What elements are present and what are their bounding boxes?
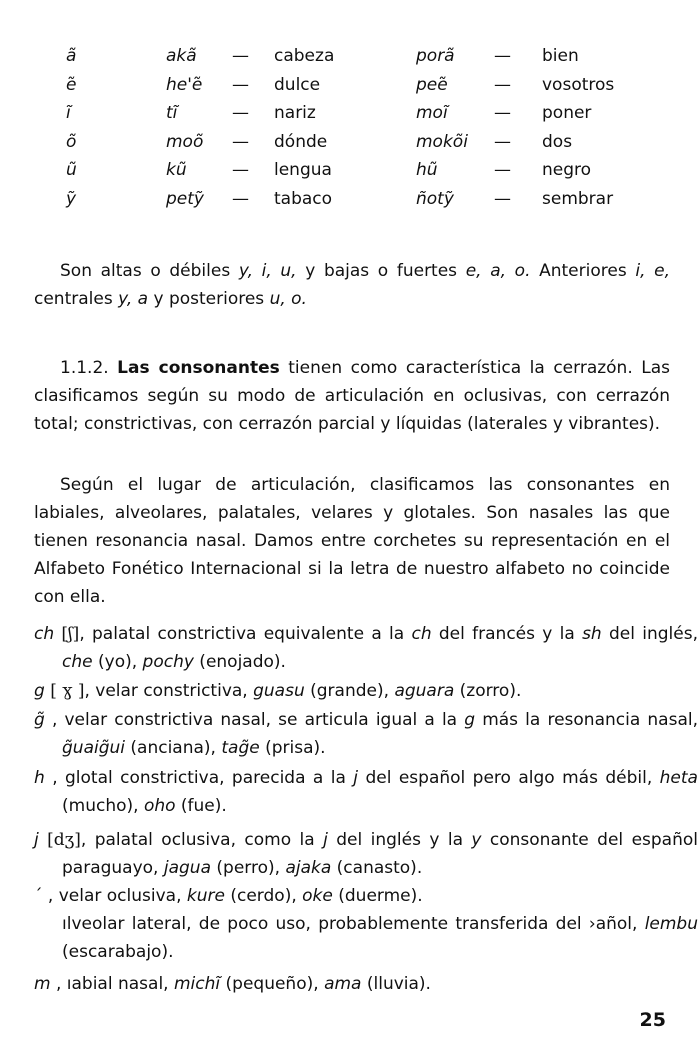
text: del francés y la [431, 624, 583, 644]
dash: — [232, 131, 249, 152]
entry-m [34, 970, 698, 998]
text: ılveolar lateral, de poco uso, probablemente transferida del ›añol, [62, 914, 645, 934]
text: , palatal oclusiva, como la [80, 830, 324, 850]
guarani-word: moĩ [416, 103, 448, 123]
text: (cerdo), [224, 886, 303, 906]
example: guasu [253, 681, 305, 701]
example: j [323, 830, 328, 850]
spanish-meaning: bien [542, 46, 579, 66]
spanish-meaning: nariz [274, 103, 316, 123]
guarani-word: peẽ [416, 74, 448, 95]
spanish-meaning: vosotros [542, 74, 615, 95]
text: (enojado). [193, 652, 286, 672]
example: e, a, o. [465, 261, 531, 281]
text: (pequeño), [220, 974, 325, 994]
entry-g-nasal [34, 706, 698, 762]
spanish-meaning: poner [542, 103, 592, 123]
entry-l [34, 910, 698, 966]
ipa-symbol: [dʒ] [38, 830, 81, 850]
spanish-meaning: cabeza [274, 46, 335, 66]
dash: — [494, 74, 511, 95]
ipa-symbol: [ʃ] [54, 624, 80, 644]
guarani-word: porã [416, 46, 455, 66]
text: del inglés, [601, 624, 698, 644]
entry-g [34, 677, 698, 705]
text: más la resonancia nasal, [475, 710, 698, 730]
consonants-section-paragraph [34, 354, 670, 438]
entry-letter: g̃ [34, 710, 45, 730]
text: , velar oclusiva, [42, 886, 187, 906]
text: , ıabial nasal, [50, 974, 174, 994]
example: oke [302, 886, 333, 906]
text: consonante del español paraguayo, [62, 830, 698, 878]
spanish-meaning: dónde [274, 131, 328, 152]
section-heading: Las consonantes [117, 358, 280, 378]
example: heta [659, 768, 698, 788]
spanish-meaning: sembrar [542, 188, 614, 209]
dash: — [232, 160, 249, 180]
vowel: ỹ [66, 188, 77, 209]
vowel: ẽ [66, 74, 77, 95]
example: aguara [394, 681, 455, 701]
dash: — [232, 46, 249, 66]
text: , glotal constrictiva, parecida a la [44, 768, 354, 788]
spanish-meaning: lengua [274, 160, 332, 180]
example: oho [143, 796, 176, 816]
text: (escarabajo). [62, 942, 174, 962]
example: jagua [163, 858, 211, 878]
spanish-meaning: negro [542, 160, 592, 180]
text: (grande), [304, 681, 395, 701]
example: pochy [142, 652, 194, 672]
guarani-word: mokõi [416, 131, 468, 152]
vowel-classification-paragraph [34, 257, 670, 313]
example: sh [582, 624, 602, 644]
guarani-word: tĩ [166, 103, 178, 123]
articulation-place-paragraph: Según el lugar de articulación, clasificamos las consonantes en labiales, alveolares, palatales, velares y glotales. Son nasales las que tienen resonancia nasal. Damos entre corchetes su representación en el Alfabeto Fonético Internacional si la letra de nuestro alfabeto no coincide con ella. [34, 475, 670, 607]
guarani-word: hũ [416, 160, 438, 180]
entry-letter: m [34, 974, 51, 994]
example: y [471, 830, 482, 850]
dash: — [494, 188, 511, 209]
section-number: 1.1.2. [60, 358, 118, 378]
example: ch [411, 624, 432, 644]
vowel-row [0, 185, 698, 214]
guarani-word: petỹ [166, 188, 204, 209]
example: g̃uaig̃ui [62, 738, 125, 758]
text: (zorro). [454, 681, 522, 701]
text: del inglés y la [327, 830, 472, 850]
vowel: ĩ [66, 103, 71, 123]
text: (prisa). [259, 738, 326, 758]
vowel-row [0, 71, 698, 100]
text: , palatal constrictiva equivalente a la [79, 624, 412, 644]
example: u, o. [269, 289, 307, 309]
text: (mucho), [62, 796, 144, 816]
section-text: tienen como característica la cerrazón. Las clasificamos según su modo de articulación en oclusivas, con cerrazón total; constrictivas, con cerrazón parcial y líquidas (laterales y vibrantes). [34, 358, 670, 434]
vowel-row [0, 156, 698, 185]
entry-letter: ch [34, 624, 55, 644]
text: y posteriores [148, 289, 270, 309]
text: (duerme). [332, 886, 423, 906]
dash: — [494, 46, 511, 66]
example: y, i, u, [238, 261, 297, 281]
text: (canasto). [331, 858, 423, 878]
entry-letter: g [34, 681, 45, 701]
example: kure [186, 886, 225, 906]
vowel: ũ [66, 160, 77, 180]
ipa-symbol: [ ɣ ] [44, 681, 85, 701]
guarani-word: moõ [166, 131, 204, 152]
text: (lluvia). [361, 974, 431, 994]
entry-k [34, 882, 698, 910]
dash: — [494, 131, 511, 152]
guarani-word: he'ẽ [166, 74, 203, 95]
spanish-meaning: dulce [274, 74, 321, 95]
dash: — [232, 74, 249, 95]
spanish-meaning: dos [542, 131, 573, 152]
entry-letter: ´ [34, 886, 43, 906]
vowel-examples-table [0, 42, 698, 213]
entry-letter: h [34, 768, 45, 788]
vowel-row [0, 42, 698, 71]
dash: — [494, 160, 511, 180]
text: y bajas o fuertes [296, 261, 466, 281]
text: (yo), [92, 652, 143, 672]
example: michĩ [173, 974, 221, 994]
example: ajaka [285, 858, 332, 878]
spanish-meaning: tabaco [274, 188, 333, 209]
example: lembu [644, 914, 698, 934]
entry-h [34, 764, 698, 820]
text: (anciana), [125, 738, 222, 758]
guarani-word: ñotỹ [416, 188, 454, 209]
text: Anteriores [530, 261, 636, 281]
vowel-row [0, 128, 698, 157]
vowel: õ [66, 131, 77, 152]
vowel: ã [66, 46, 77, 66]
guarani-word: akã [166, 46, 197, 66]
page-number: 25 [639, 1009, 666, 1031]
dash: — [232, 103, 249, 123]
entry-ch [34, 620, 698, 676]
example: g [464, 710, 476, 730]
entry-j [34, 826, 698, 882]
vowel-row [0, 99, 698, 128]
example: ama [324, 974, 362, 994]
dash: — [232, 188, 249, 209]
dash: — [494, 103, 511, 123]
text: , velar constrictiva nasal, se articula igual a la [44, 710, 465, 730]
entry-letter: j [34, 830, 39, 850]
text: Son altas o débiles [60, 261, 239, 281]
text: , velar constrictiva, [84, 681, 254, 701]
text: (fue). [175, 796, 227, 816]
example: j [353, 768, 359, 788]
guarani-word: kũ [166, 160, 187, 180]
example: tag̃e [221, 738, 260, 758]
example: y, a [118, 289, 149, 309]
example: che [62, 652, 93, 672]
text: (perro), [211, 858, 286, 878]
text: centrales [34, 289, 119, 309]
text: del español pero algo más débil, [358, 768, 660, 788]
example: i, e, [635, 261, 670, 281]
